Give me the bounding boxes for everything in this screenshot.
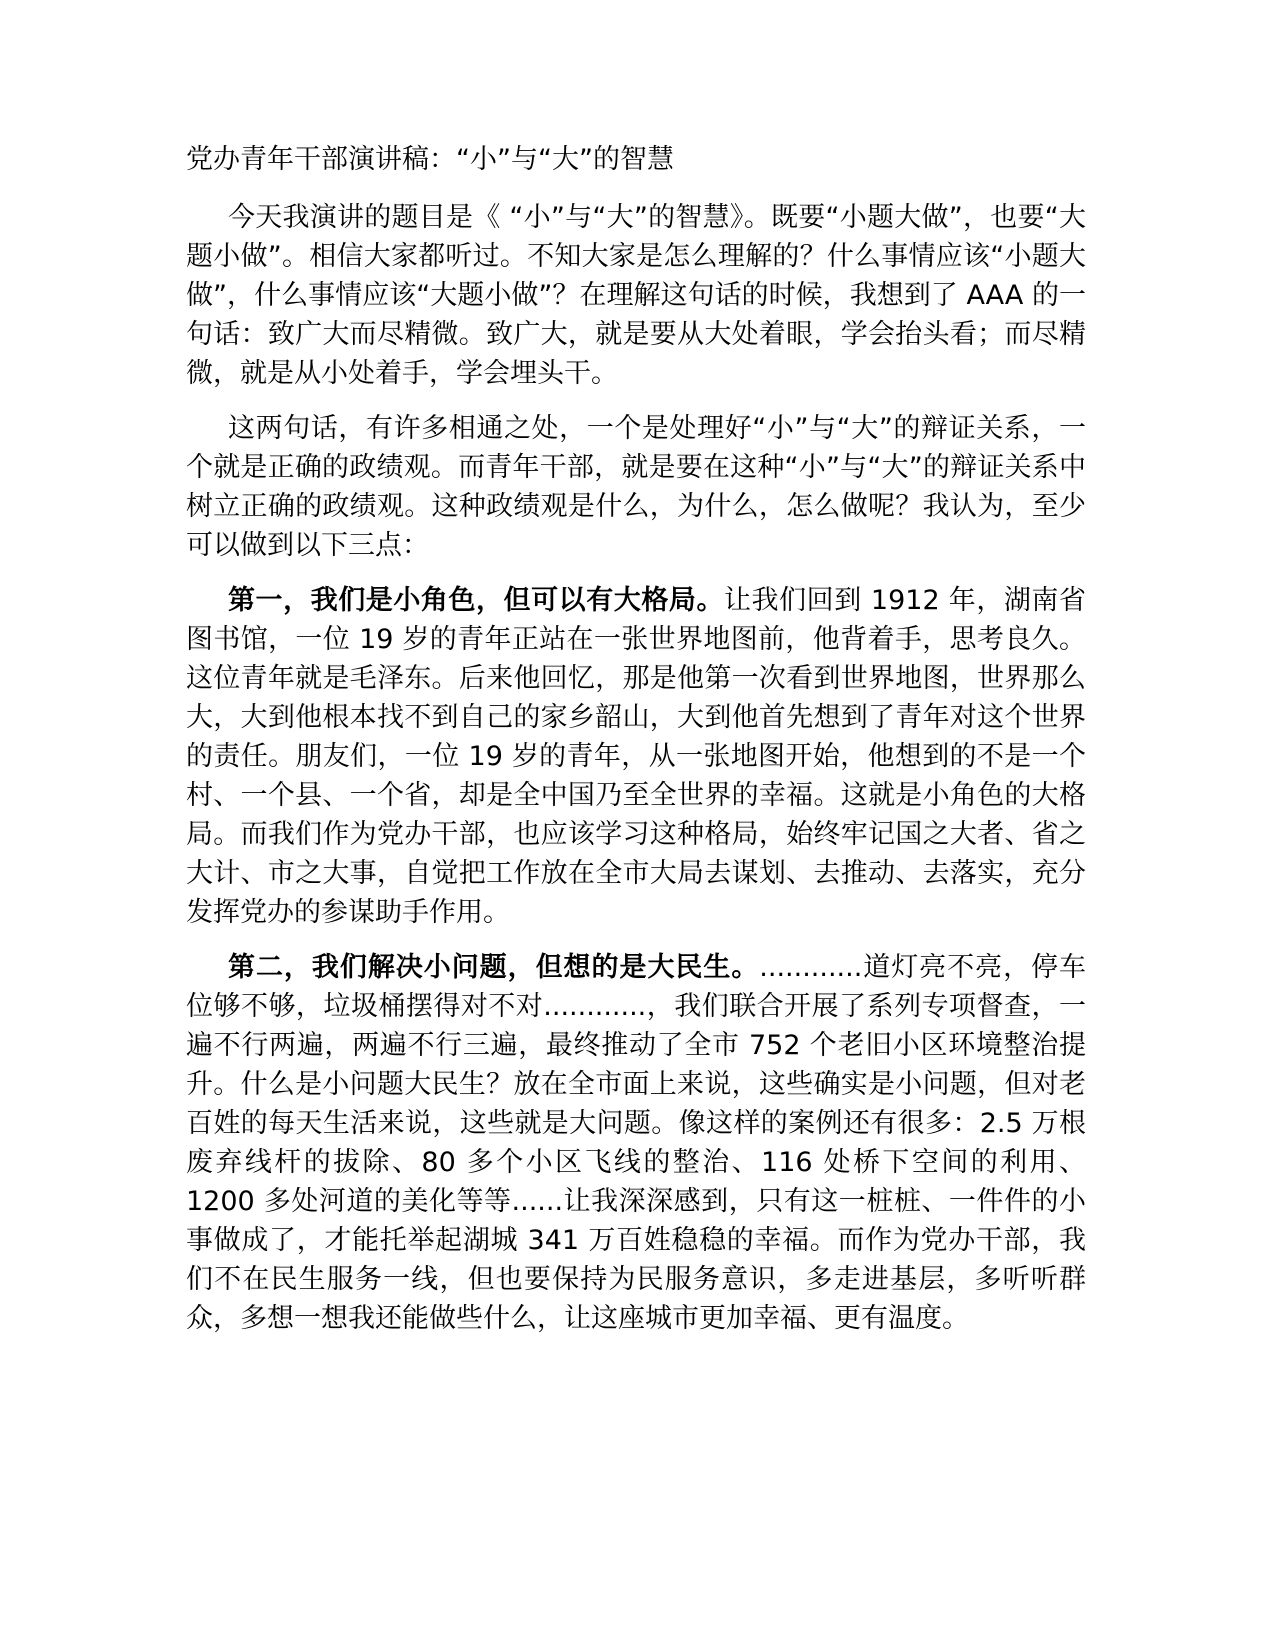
document-page — [186, 140, 1086, 1354]
paragraph-text: 今天我演讲的题目是《 “小”与“大”的智慧》。既要“小题大做”，也要“大题小做”。相信大家都听过。不知大家是怎么理解的？什么事情应该“小题大做”，什么事情应该“大题小做”？在理解这句话的时候，我想到了 AAA 的一句话：致广大而尽精微。致广大，就是要从大处着眼，学会抬头看；而尽精微，就是从小处着手，学会埋头干。 — [186, 202, 1086, 389]
paragraph-lead: 第一，我们是小角色，但可以有大格局。 — [228, 585, 724, 616]
paragraph-intro — [186, 198, 1086, 393]
document-title: 党办青年干部演讲稿：“小”与“大”的智慧 — [186, 144, 674, 175]
paragraph-point-one — [186, 581, 1086, 932]
paragraph-text: 让我们回到 1912 年，湖南省图书馆，一位 19 岁的青年正站在一张世界地图前，他背着手，思考良久。这位青年就是毛泽东。后来他回忆，那是他第一次看到世界地图，世界那么大，大到他根本找不到自己的家乡韶山，大到他首先想到了青年对这个世界的责任。朋友们，一位 19 岁的青年，从一张地图开始，他想到的不是一个村、一个县、一个省，却是全中国乃至全世界的幸福。这就是小角色的大格局。而我们作为党办干部，也应该学习这种格局，始终牢记国之大者、省之大计、市之大事，自觉把工作放在全市大局去谋划、去推动、去落实，充分发挥党办的参谋助手作用。 — [186, 585, 1086, 928]
paragraph-lead: 第二，我们解决小问题，但想的是大民生。 — [228, 952, 760, 983]
paragraph-text: ............道灯亮不亮，停车位够不够，垃圾桶摆得对不对............，我们联合开展了系列专项督查，一遍不行两遍，两遍不行三遍，最终推动了全市 752 个老旧小区环境整治提升。什么是小问题大民生？放在全市面上来说，这些确实是小问题，但对老百姓的每天生活来说，这些就是大问题。像这样的案例还有很多：2.5 万根废弃线杆的拔除、80 多个小区飞线的整治、116 处桥下空间的利用、1200 多处河道的美化等等......让我深深感到，只有这一桩桩、一件件的小事做成了，才能托举起湖城 341 万百姓稳稳的幸福。而作为党办干部，我们不在民生服务一线，但也要保持为民服务意识，多走进基层，多听听群众，多想一想我还能做些什么，让这座城市更加幸福、更有温度。 — [186, 952, 1086, 1334]
paragraph-dialectic — [186, 409, 1086, 565]
paragraph-point-two — [186, 948, 1086, 1338]
paragraph-text: 这两句话，有许多相通之处，一个是处理好“小”与“大”的辩证关系，一个就是正确的政绩观。而青年干部，就是要在这种“小”与“大”的辩证关系中树立正确的政绩观。这种政绩观是什么，为什么，怎么做呢？我认为，至少可以做到以下三点： — [186, 413, 1086, 561]
